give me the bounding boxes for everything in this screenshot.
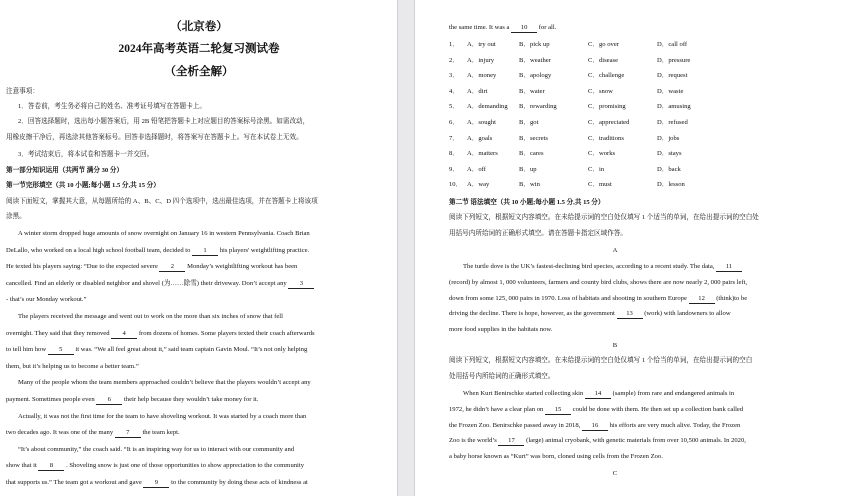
option-b[interactable]: B．rewarding	[519, 103, 557, 111]
answer-blank[interactable]: 4	[111, 330, 137, 339]
option-c[interactable]: C．appreciated	[588, 119, 630, 126]
option-a[interactable]: A．injury	[467, 56, 495, 64]
passage-label-b: B	[612, 342, 618, 349]
option-d[interactable]: D．request	[657, 72, 688, 80]
note-line: 用橡皮擦干净后，再选涂其他答案标号。回答非选择题时，将答案写在答题卡上。写在本试卷上无效。	[6, 134, 303, 141]
option-d[interactable]: D．pressure	[657, 56, 691, 64]
exam-subtitle: （全析全解）	[164, 66, 234, 78]
option-d[interactable]: D．back	[657, 165, 681, 173]
passage-line: that supports us.” The team got a workout and gave 9 to the community by doing these acts of kindness at	[6, 479, 308, 486]
option-b[interactable]: B．cares	[519, 150, 544, 158]
option-c[interactable]: C．go over	[588, 41, 619, 48]
option-b[interactable]: B．win	[519, 181, 540, 189]
question-number: 9．	[449, 165, 459, 173]
note-line: 3．考试结束后，将本试卷和答题卡一并交回。	[18, 151, 154, 158]
question-number: 8．	[449, 150, 459, 158]
passage-line: A winter storm dropped huge amounts of snow overnight on January 16 in western Pennsylvania. Coach Brian	[18, 230, 310, 237]
answer-blank[interactable]: 11	[716, 263, 742, 272]
passage-line: When Kurt Benirschke started collecting skin 14 (sample) from rare and endangered animals in	[463, 390, 735, 397]
instruction-line: 阅读下列短文，根据短文内容填空。在未给提示词的空白处仅填写 1 个适当的单词，在给出提示词的空白处	[449, 214, 759, 221]
page-gutter	[398, 0, 414, 496]
option-d[interactable]: D．lesson	[657, 181, 685, 189]
passage-line: to tell him how 5 it was. “We all feel great about it,” said team captain Gavin Moul. “It’s not only helping	[6, 346, 308, 354]
passage-label-c: C	[612, 470, 618, 477]
passage-line: Many of the people whom the team members approached couldn’t believe that the players wouldn’t accept any	[18, 379, 311, 387]
option-a[interactable]: A．demanding	[467, 103, 508, 111]
option-b[interactable]: B．apology	[519, 72, 552, 80]
passage-line: the same time. It was a 10 for all.	[449, 24, 557, 31]
answer-blank[interactable]: 5	[48, 346, 74, 355]
option-b[interactable]: B．got	[519, 119, 539, 126]
option-a[interactable]: A．try out	[467, 41, 496, 48]
answer-blank[interactable]: 13	[617, 310, 643, 319]
passage-line: Zoo is the world’s 17 (large) animal cryobank, with genetic materials from over 10,500 animals. In 2020,	[449, 437, 746, 445]
answer-blank[interactable]: 7	[115, 429, 141, 438]
option-a[interactable]: A．money	[467, 72, 497, 80]
answer-blank[interactable]: 3	[288, 280, 314, 289]
question-number: 3．	[449, 72, 459, 80]
passage-line: “It’s about community,” the coach said. “It is an inspiring way for us to interact with our community and	[18, 445, 295, 453]
instruction-line: 涂黑。	[6, 213, 26, 220]
option-c[interactable]: C．snow	[588, 87, 613, 95]
option-d[interactable]: D．amusing	[657, 103, 691, 111]
passage-line: 1972, he didn’t have a clear plan on 15 could be done with them. He then set up a collection bank called	[449, 405, 744, 413]
answer-blank[interactable]: 15	[545, 406, 571, 415]
option-c[interactable]: C．works	[588, 150, 616, 158]
passage-line: a baby horse known as “Kurt” was born, cloned using cells from the Frozen Zoo.	[449, 453, 663, 461]
passage-line: payment. Sometimes people even 6 their help because they wouldn’t take money for it.	[6, 396, 259, 403]
question-number: 10．	[449, 181, 463, 189]
option-a[interactable]: A．off	[467, 165, 486, 173]
section-heading: 第二节 语法填空（共 10 小题;每小题 1.5 分,共 15 分）	[449, 199, 605, 206]
passage-line: more food supplies in the habitats now.	[449, 326, 553, 334]
answer-blank[interactable]: 9	[143, 479, 169, 488]
instruction-line: 处用括号内所给词的正确形式填空。	[449, 373, 555, 380]
instruction-line: 阅读下列短文，根据短文内容填空。在未给提示词的空白处仅填写 1 个恰当的单词，在给出提示词的空白	[449, 357, 753, 364]
answer-blank[interactable]: 12	[689, 295, 715, 304]
notes-title: 注意事项：	[6, 88, 39, 95]
passage-line: down from some 125, 000 pairs in 1970. Loss of habitats and shooting in southern Europe 12 (think)to be	[449, 294, 748, 302]
answer-blank[interactable]: 16	[582, 422, 608, 431]
instruction-line: 阅读下面短文，掌握其大意，从每题所给的 A、B、C、D 四个选项中，选出最佳选项，并在答题卡上将该项	[6, 198, 318, 205]
option-d[interactable]: D．stays	[657, 150, 682, 158]
option-c[interactable]: C．promising	[588, 103, 626, 111]
answer-blank[interactable]: 1	[192, 247, 218, 256]
option-b[interactable]: B．secrets	[519, 134, 548, 142]
option-c[interactable]: C．must	[588, 181, 612, 189]
passage-line: them, but it’s helping us to become a better team.”	[6, 362, 139, 370]
option-d[interactable]: D．waste	[657, 87, 684, 95]
passage-line: DeLallo, who worked on a local high school football team, decided to 1 his players' weightlifting practice.	[6, 246, 310, 254]
note-line: 1．答卷前，考生务必将自己的姓名、准考证号填写在答题卡上。	[18, 103, 206, 110]
instruction-line: 用括号内所给词的正确形式填空。请在答题卡指定区域作答。	[449, 230, 628, 237]
passage-line: cancelled. Find an elderly or disabled neighbor and shovel (为……除雪) their driveway. Don’t accept any 3	[6, 279, 314, 289]
option-b[interactable]: B．pick up	[519, 41, 550, 48]
question-number: 7．	[449, 134, 459, 142]
passage-line: show that it 8 . Shoveling snow is just one of those opportunities to show appreciation to the community	[6, 462, 304, 470]
passage-line: He texted his players saying: “Due to the expected severe 2 Monday’s weightlifting workout has been	[6, 263, 298, 271]
part-heading: 第一部分知识运用（共两节 满分 30 分）	[6, 167, 124, 174]
question-number: 5．	[449, 103, 459, 111]
option-d[interactable]: D．call off	[657, 41, 688, 48]
exam-region-title: （北京卷）	[170, 21, 228, 33]
passage-line: the Frozen Zoo. Benirschke passed away in 2018, 16 his efforts are very much alive. Today, the Frozen	[449, 421, 741, 429]
option-c[interactable]: C．challenge	[588, 72, 625, 80]
option-a[interactable]: A．dirt	[467, 87, 488, 95]
passage-line: driving the decline. There is hope, however, as the government 13 (work) with landowners to allow	[449, 310, 731, 318]
passage-line: The turtle dove is the UK’s fastest-declining bird species, according to a recent study. The data, 11	[463, 262, 742, 272]
left-page	[0, 0, 398, 496]
option-d[interactable]: D．refused	[657, 119, 688, 126]
passage-line: Actually, it was not the first time for the team to have shoveling workout. It was started by a coach more than	[18, 412, 307, 420]
answer-blank[interactable]: 6	[96, 396, 122, 405]
option-a[interactable]: A．matters	[467, 150, 498, 158]
option-b[interactable]: B．water	[519, 87, 545, 95]
section-heading: 第一节完形填空（共 10 小题;每小题 1.5 分,共 15 分）	[6, 182, 160, 189]
option-c[interactable]: C．disease	[588, 56, 619, 64]
question-number: 6．	[449, 119, 459, 126]
option-a[interactable]: A．sought	[467, 119, 496, 126]
note-line: 2．回答选择题时，选出每小题答案后，用 2B 铅笔把答题卡上对应题目的答案标号涂黑。如需改动，	[18, 118, 310, 125]
answer-blank[interactable]: 10	[511, 24, 537, 33]
question-number: 2．	[449, 56, 459, 64]
option-b[interactable]: B．up	[519, 165, 537, 173]
answer-blank[interactable]: 17	[498, 437, 524, 446]
passage-line: - that’s our Monday workout.”	[6, 296, 87, 304]
answer-blank[interactable]: 2	[159, 263, 185, 272]
option-c[interactable]: C．traditions	[588, 134, 624, 142]
answer-blank[interactable]: 14	[585, 390, 611, 399]
question-number: 4．	[449, 87, 459, 95]
option-b[interactable]: B．weather	[519, 56, 551, 64]
passage-line: two decades ago. It was one of the many 7 the team kept.	[6, 429, 180, 437]
passage-line: (record) by almost 1, 000 volunteers, farmers and county bird clubs, shows there are now nearly 2, 000 pairs left,	[449, 278, 748, 286]
question-number: 1．	[449, 41, 459, 48]
option-d[interactable]: D．jobs	[657, 134, 680, 142]
exam-title: 2024年高考英语二轮复习测试卷	[118, 43, 280, 55]
option-a[interactable]: A．way	[467, 181, 490, 189]
option-c[interactable]: C．in	[588, 165, 605, 173]
option-a[interactable]: A．goals	[467, 134, 493, 142]
right-page	[414, 0, 855, 496]
passage-line: overnight. They said that they removed 4 from dozens of homes. Some players texted their coach afterwards	[6, 329, 315, 337]
passage-line: The players received the message and went out to work on the more than six inches of snow that fell	[18, 313, 283, 320]
answer-blank[interactable]: 8	[38, 462, 64, 471]
passage-label-a: A	[612, 247, 618, 254]
